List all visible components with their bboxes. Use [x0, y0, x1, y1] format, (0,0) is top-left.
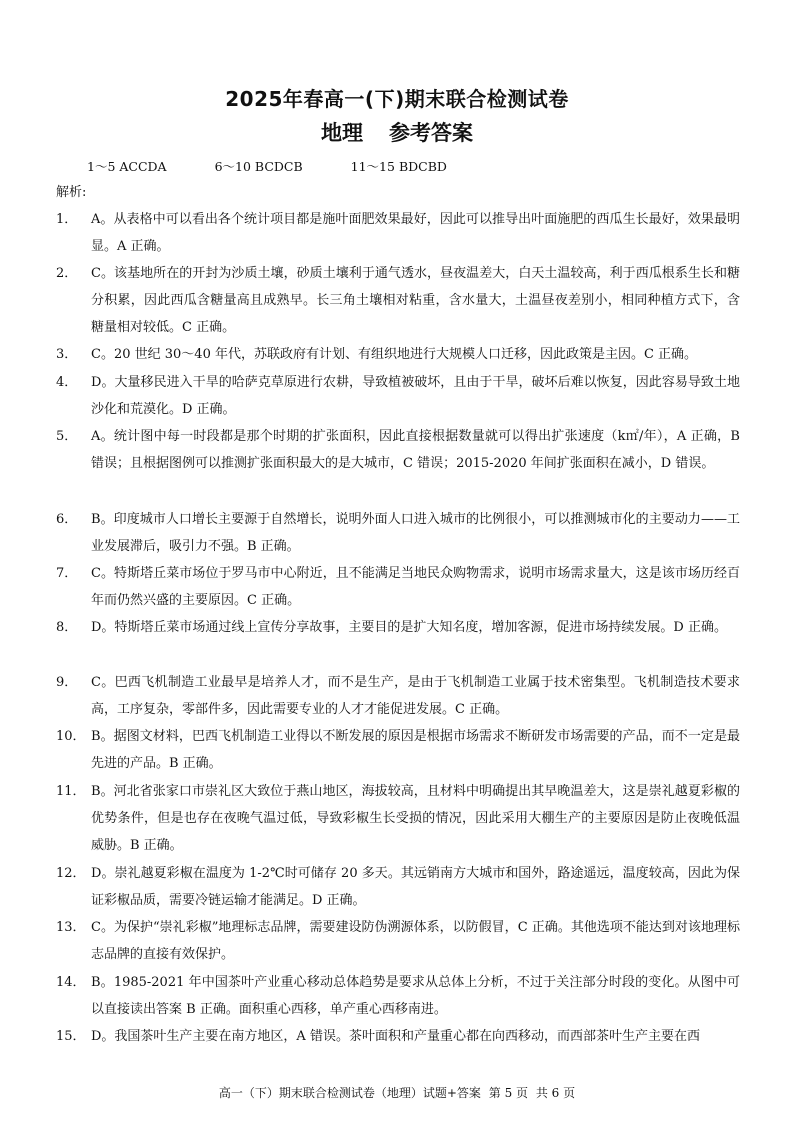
- answer-explanation: [56, 860, 740, 914]
- item-text: B。河北省张家口市崇礼区大致位于燕山地区，海拔较高，且材料中明确提出其早晚温差大，这是崇礼越夏彩椒的优势条件，但是也存在夜晚气温过低，导致彩椒生长受损的情况，因此采用大棚生产的主要原因是防止夜晚低温威胁。B 正确。: [91, 784, 740, 853]
- answer-explanation: [56, 614, 740, 641]
- answer-explanation: [56, 778, 740, 859]
- item-number: 11．: [56, 784, 86, 799]
- answer-explanation: [56, 969, 740, 1023]
- answer-explanation: [56, 560, 740, 614]
- document-subtitle: [0, 117, 794, 147]
- item-number: 8．: [56, 620, 78, 635]
- item-number: 15．: [56, 1029, 86, 1044]
- footer-page-total: 共 6 页: [535, 1086, 576, 1100]
- item-text: C。20 世纪 30～40 年代，苏联政府有计划、有组织地进行大规模人口迁移，因此政策是主因。C 正确。: [91, 347, 698, 362]
- answer-key-group: 1～5 ACCDA: [87, 159, 167, 174]
- item-number: 4．: [56, 375, 78, 390]
- answer-explanation: [56, 206, 740, 260]
- item-text: D。我国茶叶生产主要在南方地区，A 错误。茶叶面积和产量重心都在向西移动，而西部茶叶生产主要在西: [91, 1029, 700, 1044]
- answer-explanation: [56, 506, 740, 560]
- answer-explanation: [56, 669, 740, 723]
- answer-explanation: [56, 341, 740, 368]
- item-number: 5．: [56, 429, 78, 444]
- item-text: B。1985-2021 年中国茶叶产业重心移动总体趋势是要求从总体上分析，不过于关注部分时段的变化。从图中可以直接读出答案 B 正确。面积重心西移，单产重心西移南进。: [91, 975, 740, 1017]
- item-number: 1．: [56, 212, 78, 227]
- item-text: A。从表格中可以看出各个统计项目都是施叶面肥效果最好，因此可以推导出叶面施肥的西瓜生长最好，效果最明显。A 正确。: [91, 212, 740, 254]
- item-text: A。统计图中每一时段都是那个时期的扩张面积，因此直接根据数量就可以得出扩张速度（k㎡/年），A 正确，B 错误；且根据图例可以推测扩张面积最大的是大城市，C 错误；2015-2020 年间扩张面积在减小，D 错误。: [91, 429, 740, 471]
- answer-label: 参考答案: [389, 121, 473, 145]
- answer-explanation: [56, 723, 740, 777]
- item-number: 9．: [56, 675, 78, 690]
- item-text: C。为保护“崇礼彩椒”地理标志品牌，需要建设防伪溯源体系，以防假冒，C 正确。其他选项不能达到对该地理标志品牌的直接有效保护。: [91, 920, 740, 962]
- document-title: 2025年春高一(下)期末联合检测试卷: [225, 87, 569, 111]
- item-number: 7．: [56, 566, 78, 581]
- item-text: D。崇礼越夏彩椒在温度为 1-2℃时可储存 20 多天。其远销南方大城市和国外，路途遥远，温度较高，因此为保证彩椒品质，需要冷链运输才能满足。D 正确。: [91, 866, 740, 908]
- answer-key-group: 6～10 BCDCB: [214, 159, 303, 174]
- item-text: B。印度城市人口增长主要源于自然增长，说明外面人口进入城市的比例很小，可以推测城市化的主要动力——工业发展滞后，吸引力不强。B 正确。: [91, 512, 740, 554]
- footer-page-number: 第 5 页: [488, 1086, 529, 1100]
- answer-explanation: [56, 423, 740, 477]
- item-number: 14．: [56, 975, 86, 990]
- item-text: D。特斯塔丘菜市场通过线上宣传分享故事，主要目的是扩大知名度，增加客源，促进市场持续发展。D 正确。: [91, 620, 727, 635]
- item-text: B。据图文材料，巴西飞机制造工业得以不断发展的原因是根据市场需求不断研发市场需要的产品，而不一定是最先进的产品。B 正确。: [91, 729, 740, 771]
- subject-label: 地理: [321, 121, 363, 145]
- answer-key-group: 11～15 BDCBD: [350, 159, 447, 174]
- item-number: 2．: [56, 266, 78, 281]
- answer-key: [87, 157, 491, 175]
- answer-explanation: [56, 1023, 740, 1050]
- footer-doc-title: 高一（下）期末联合检测试卷（地理）试题+答案: [218, 1086, 481, 1100]
- answer-explanation: [56, 260, 740, 341]
- item-number: 3．: [56, 347, 78, 362]
- page-footer: [0, 1084, 794, 1101]
- item-text: C。巴西飞机制造工业最早是培养人才，而不是生产，是由于飞机制造工业属于技术密集型。飞机制造技术要求高，工序复杂，零部件多，因此需要专业的人才才能促进发展。C 正确。: [91, 675, 740, 717]
- item-number: 13．: [56, 920, 86, 935]
- answer-explanation: [56, 369, 740, 423]
- item-text: D。大量移民进入干旱的哈萨克草原进行农耕，导致植被破坏，且由于干旱，破坏后难以恢复，因此容易导致土地沙化和荒漠化。D 正确。: [91, 375, 740, 417]
- item-text: C。该基地所在的开封为沙质土壤，砂质土壤利于通气透水，昼夜温差大，白天土温较高，利于西瓜根系生长和糖分积累，因此西瓜含糖量高且成熟早。长三角土壤相对粘重，含水量大，土温昼夜差别小，相同种植方式下，含糖量相对较低。C 正确。: [91, 266, 740, 335]
- answer-explanation: [56, 914, 740, 968]
- item-number: 6．: [56, 512, 78, 527]
- item-number: 12．: [56, 866, 86, 881]
- item-number: 10．: [56, 729, 86, 744]
- analysis-heading: 解析:: [56, 185, 87, 200]
- item-text: C。特斯塔丘菜市场位于罗马市中心附近，且不能满足当地民众购物需求，说明市场需求量大，这是该市场历经百年而仍然兴盛的主要原因。C 正确。: [91, 566, 740, 608]
